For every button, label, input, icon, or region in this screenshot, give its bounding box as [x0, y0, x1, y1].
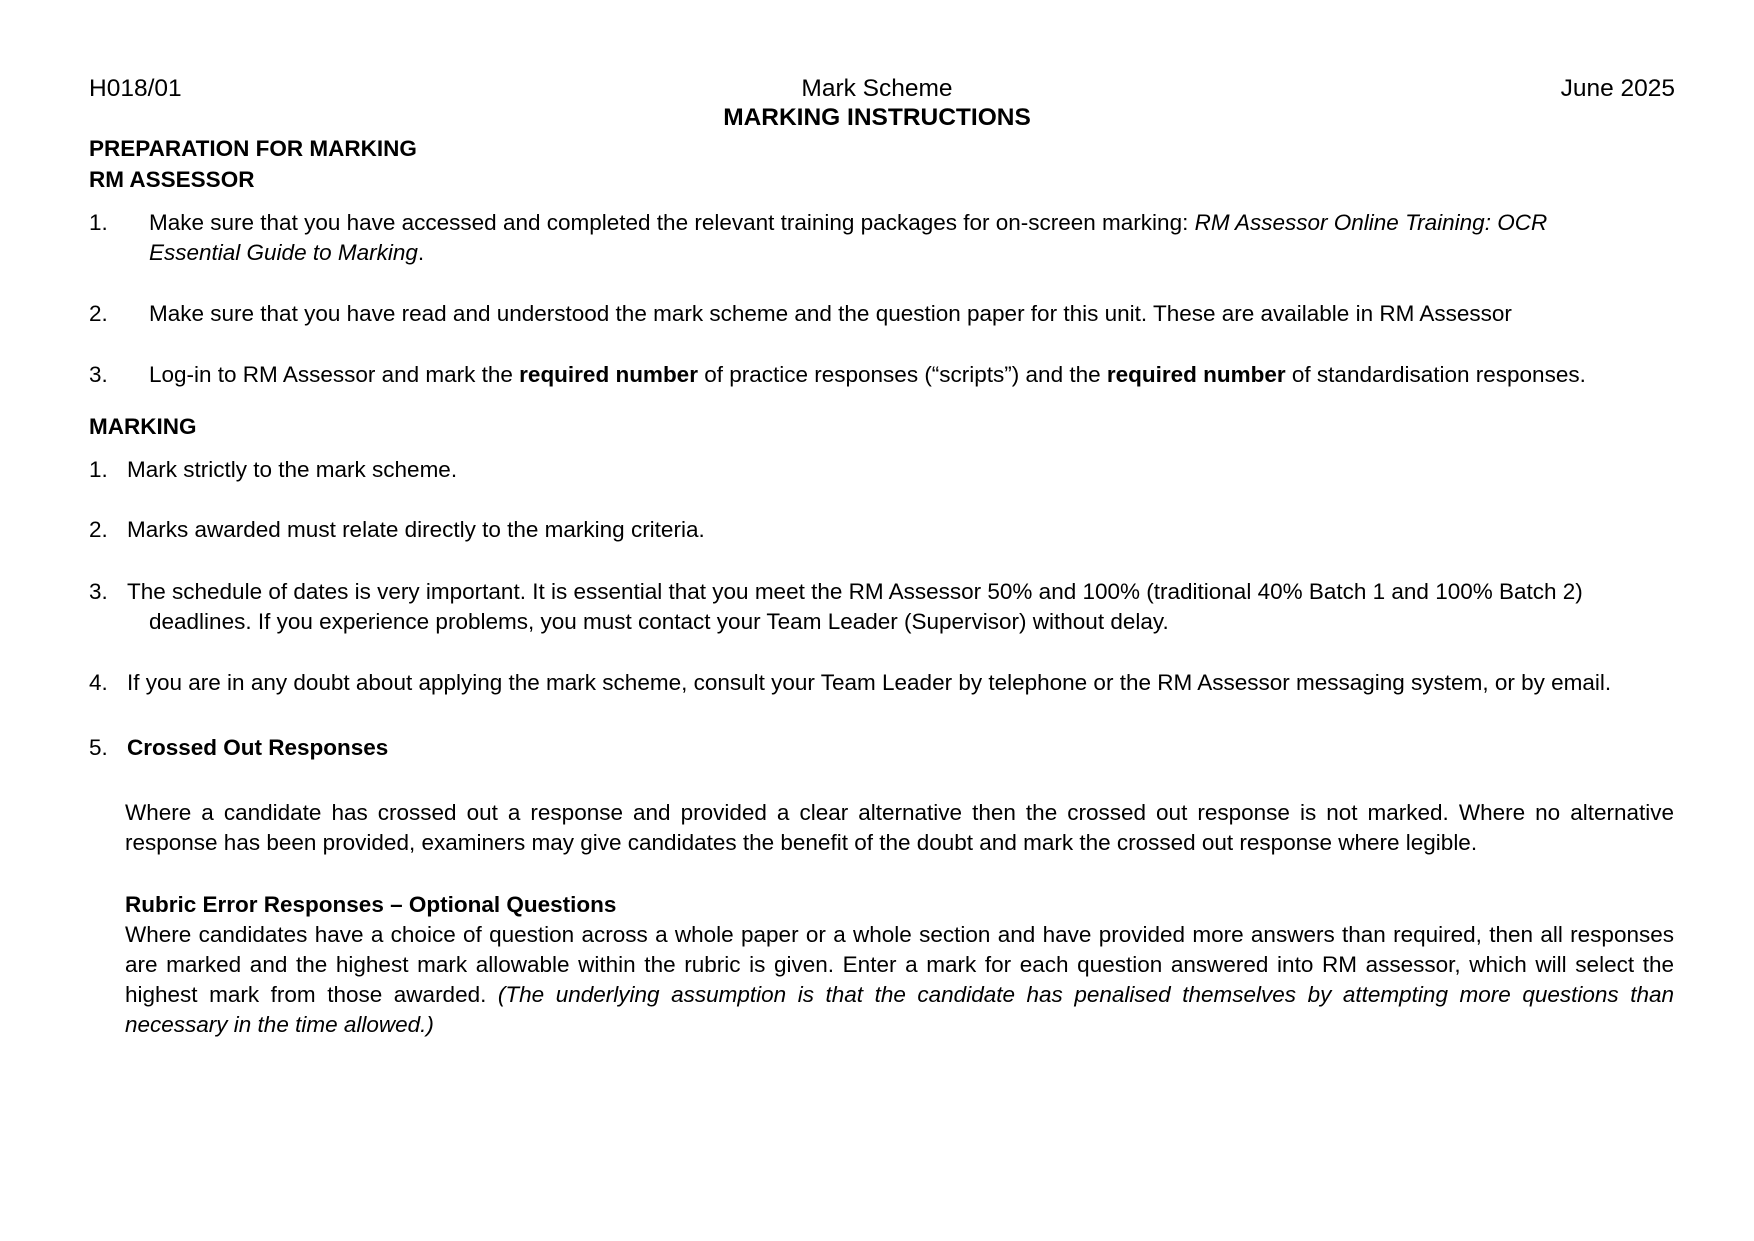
- marking-item-number: 1.: [89, 457, 108, 482]
- prep-item-1-italic-a: RM Assessor Online Training: OCR: [1194, 210, 1548, 235]
- prep-item-3-bold-a: required number: [519, 362, 698, 387]
- prep-item-3-bold-b: required number: [1106, 362, 1286, 387]
- section-heading-rm-assessor: RM ASSESSOR: [89, 167, 255, 192]
- rubric-heading: Rubric Error Responses – Optional Questions: [125, 892, 617, 917]
- prep-item-1-text-a: Make sure that you have accessed and completed the relevant training packages for on-screen marking:: [149, 210, 1195, 235]
- prep-item-3-text: [149, 360, 1586, 390]
- marking-item-number: 5.: [89, 735, 108, 760]
- marking-item-number: 4.: [89, 670, 108, 695]
- rubric-paragraph: [125, 920, 1674, 1040]
- rubric-paragraph-text: Where candidates have a choice of question across a whole paper or a whole section and have provided more answers than required, then all responses are marked and the highest mark allowable within the rubric is given. Enter a mark for each question answered into RM assessor, which will select the highest mark from those awarded.: [125, 922, 1674, 1007]
- rubric-paragraph-italic: (The underlying assumption is that the candidate has penalised themselves by attempting more questions than necessary in the time allowed.): [125, 982, 1674, 1037]
- crossed-out-heading: Crossed Out Responses: [127, 735, 389, 760]
- prep-item-3-text-c: of standardisation responses.: [1285, 362, 1586, 387]
- prep-item-number: 2.: [89, 301, 108, 326]
- marking-item-3-line1: The schedule of dates is very important. It is essential that you meet the RM Assessor 50% and 100% (traditional 40% Batch 1 and 100% Batch 2): [127, 579, 1583, 604]
- prep-item-number: 1.: [89, 210, 108, 235]
- marking-item-3-line2: deadlines. If you experience problems, you must contact your Team Leader (Supervisor) without delay.: [149, 609, 1169, 634]
- prep-item-3-text-a: Log-in to RM Assessor and mark the: [149, 362, 520, 387]
- section-heading-marking: MARKING: [89, 414, 197, 439]
- prep-item-1-line2: [149, 238, 424, 268]
- marking-item-2-text: Marks awarded must relate directly to the marking criteria.: [127, 517, 705, 542]
- section-heading-preparation: PREPARATION FOR MARKING: [89, 136, 417, 161]
- crossed-out-paragraph: Where a candidate has crossed out a response and provided a clear alternative then the crossed out response is not marked. Where no alternative response has been provided, examiners may give candidates the benefit of the doubt and mark the crossed out response where legible.: [125, 800, 1674, 855]
- marking-item-number: 3.: [89, 579, 108, 604]
- prep-item-1-text: [149, 208, 1689, 238]
- marking-item-number: 2.: [89, 517, 108, 542]
- page-title: MARKING INSTRUCTIONS: [723, 104, 1031, 131]
- prep-item-number: 3.: [89, 362, 108, 387]
- exam-date: June 2025: [1560, 75, 1675, 102]
- prep-item-1-italic-b: Essential Guide to Marking: [149, 240, 418, 265]
- paper-code: H018/01: [89, 75, 182, 102]
- prep-item-1-text-b: .: [417, 240, 425, 265]
- marking-item-1-text: Mark strictly to the mark scheme.: [127, 457, 458, 482]
- prep-item-2-text: Make sure that you have read and understood the mark scheme and the question paper for this unit. These are available in RM Assessor: [149, 301, 1512, 326]
- marking-item-4-text: If you are in any doubt about applying the mark scheme, consult your Team Leader by telephone or the RM Assessor messaging system, or by email.: [127, 670, 1612, 695]
- document-type: Mark Scheme: [801, 75, 953, 102]
- prep-item-3-text-b: of practice responses (“scripts”) and the: [697, 362, 1107, 387]
